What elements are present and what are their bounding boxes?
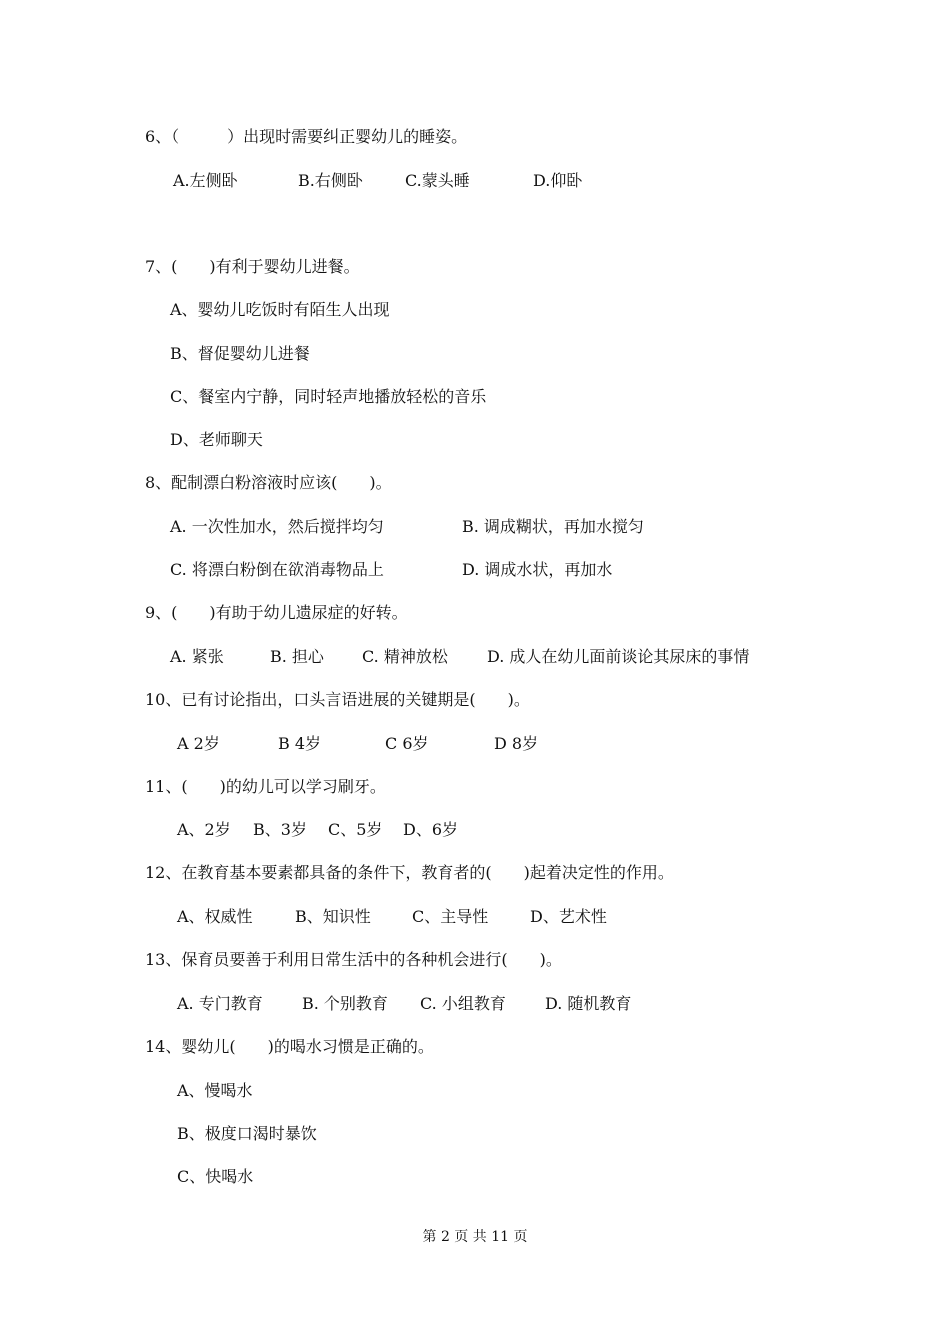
question-10-option-b: B 4岁 — [278, 734, 322, 753]
question-10-stem: 10、已有讨论指出，口头言语进展的关键期是( )。 — [145, 690, 530, 709]
question-7-option-b: B、督促婴幼儿进餐 — [170, 344, 310, 363]
question-12-option-c: C、主导性 — [412, 907, 489, 926]
question-11-stem: 11、( )的幼儿可以学习刷牙。 — [145, 777, 386, 796]
question-9-option-d: D. 成人在幼儿面前谈论其尿床的事情 — [487, 647, 750, 666]
question-13-option-b: B. 个别教育 — [302, 994, 388, 1013]
question-7-option-d: D、老师聊天 — [170, 430, 263, 449]
question-10-option-a: A 2岁 — [177, 734, 220, 753]
question-8-option-c: C. 将漂白粉倒在欲消毒物品上 — [170, 560, 384, 579]
question-8-option-d: D. 调成水状，再加水 — [462, 560, 613, 579]
question-11-option-b: B、3岁 — [253, 820, 307, 839]
question-12-option-d: D、艺术性 — [530, 907, 607, 926]
question-6-stem: 6、（ ）出现时需要纠正婴幼儿的睡姿。 — [145, 127, 468, 146]
question-7-stem: 7、( )有利于婴幼儿进餐。 — [145, 257, 360, 276]
question-13-option-a: A. 专门教育 — [177, 994, 263, 1013]
question-11-option-d: D、6岁 — [403, 820, 459, 839]
question-14-stem: 14、婴幼儿( )的喝水习惯是正确的。 — [145, 1037, 434, 1056]
question-7-option-a: A、婴幼儿吃饭时有陌生人出现 — [170, 300, 390, 319]
question-13-option-d: D. 随机教育 — [545, 994, 632, 1013]
question-6-option-b: B.右侧卧 — [298, 171, 363, 190]
question-14-option-a: A、慢喝水 — [177, 1081, 253, 1100]
question-8-option-a: A. 一次性加水，然后搅拌均匀 — [170, 517, 384, 536]
question-14-option-b: B、极度口渴时暴饮 — [177, 1124, 317, 1143]
question-6-option-c: C.蒙头睡 — [405, 171, 470, 190]
question-14-option-c: C、快喝水 — [177, 1167, 254, 1186]
question-12-stem: 12、在教育基本要素都具备的条件下，教育者的( )起着决定性的作用。 — [145, 863, 674, 882]
question-9-stem: 9、( )有助于幼儿遗尿症的好转。 — [145, 603, 408, 622]
question-13-option-c: C. 小组教育 — [420, 994, 506, 1013]
question-13-stem: 13、保育员要善于利用日常生活中的各种机会进行( )。 — [145, 950, 562, 969]
question-8-stem: 8、配制漂白粉溶液时应该( )。 — [145, 473, 392, 492]
question-9-option-a: A. 紧张 — [170, 647, 224, 666]
question-6-option-a: A.左侧卧 — [173, 171, 238, 190]
question-9-option-b: B. 担心 — [270, 647, 324, 666]
question-10-option-d: D 8岁 — [494, 734, 539, 753]
question-11-option-c: C、5岁 — [328, 820, 383, 839]
question-12-option-a: A、权威性 — [177, 907, 253, 926]
page-number-footer: 第 2 页 共 11 页 — [422, 1229, 528, 1245]
question-9-option-c: C. 精神放松 — [362, 647, 448, 666]
question-7-option-c: C、餐室内宁静，同时轻声地播放轻松的音乐 — [170, 387, 487, 406]
question-11-option-a: A、2岁 — [177, 820, 231, 839]
question-8-option-b: B. 调成糊状，再加水搅匀 — [462, 517, 644, 536]
question-12-option-b: B、知识性 — [295, 907, 371, 926]
question-10-option-c: C 6岁 — [385, 734, 429, 753]
question-6-option-d: D.仰卧 — [533, 171, 583, 190]
